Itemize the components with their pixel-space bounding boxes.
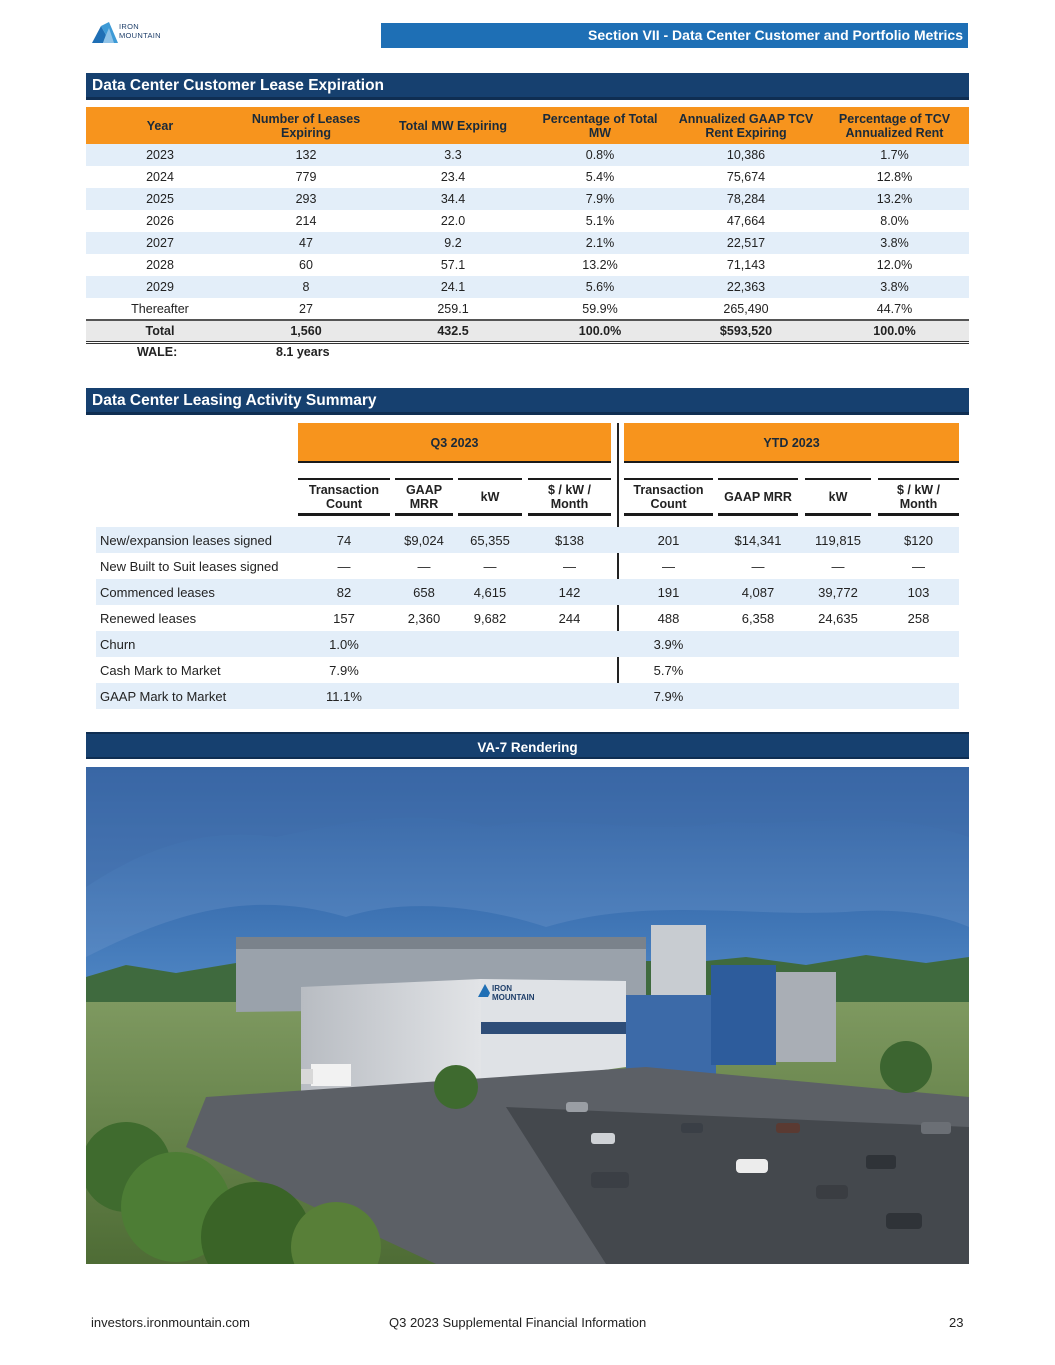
cell: 71,143 xyxy=(726,258,766,272)
q3-cell: 658 xyxy=(413,585,435,600)
footer-website: investors.ironmountain.com xyxy=(91,1315,250,1330)
header-gaap-tcv: Annualized GAAP TCV Rent Expiring xyxy=(672,107,820,144)
cell: 47 xyxy=(234,232,378,254)
building-sign-line-1: IRON xyxy=(492,984,512,993)
cell: 24.1 xyxy=(378,276,528,298)
header-pct-mw: Percentage of Total MW xyxy=(528,107,672,144)
period-header-q3: Q3 2023 xyxy=(298,423,611,463)
cell: 265,490 xyxy=(723,301,769,316)
cell: 5.4% xyxy=(585,170,615,184)
q3-cell: — xyxy=(483,559,497,574)
q3-cell: 11.1% xyxy=(326,689,362,704)
ytd-cell: 119,815 xyxy=(814,533,862,548)
table-row xyxy=(86,144,969,166)
cell: 34.4 xyxy=(378,188,528,210)
cell: 3.8% xyxy=(820,276,969,298)
cell: 2027 xyxy=(86,232,234,254)
row-label: New/expansion leases signed xyxy=(100,533,272,548)
ytd-cell: — xyxy=(831,559,845,574)
table-row xyxy=(96,553,959,579)
cell: 432.5 xyxy=(378,320,528,342)
q3-cell: 4,615 xyxy=(473,585,507,600)
col-head-ytd-rate: $ / kW / Month xyxy=(878,478,959,516)
cell: 22.0 xyxy=(440,214,466,228)
cell: 0.8% xyxy=(528,144,672,166)
ytd-cell: 488 xyxy=(657,611,680,626)
cell: 78,284 xyxy=(672,188,820,210)
q3-cell: — xyxy=(337,559,351,574)
cell: 2023 xyxy=(86,144,234,166)
table-row xyxy=(86,188,969,210)
col-head-ytd-mrr: GAAP MRR xyxy=(718,478,798,516)
ytd-cell: 258 xyxy=(907,611,930,626)
cell: 23.4 xyxy=(440,170,466,184)
ytd-cell: 24,635 xyxy=(818,611,858,626)
cell: 59.9% xyxy=(582,301,618,316)
cell: 214 xyxy=(295,214,317,228)
cell: 1.7% xyxy=(820,144,969,166)
table-row xyxy=(96,579,959,605)
table-row xyxy=(96,605,959,631)
table-row xyxy=(96,631,959,657)
cell: 2029 xyxy=(86,276,234,298)
cell: $593,520 xyxy=(672,320,820,342)
cell: 13.2% xyxy=(820,188,969,210)
cell: 779 xyxy=(295,170,317,184)
q3-cell: — xyxy=(563,559,576,574)
q3-cell: 74 xyxy=(336,533,352,548)
mountain-logo-icon xyxy=(92,22,118,44)
ytd-cell: — xyxy=(912,559,925,574)
cell: 57.1 xyxy=(440,258,466,272)
cell: 259.1 xyxy=(437,301,469,316)
cell: 5.1% xyxy=(585,214,615,228)
cell: 2028 xyxy=(146,258,174,272)
q3-cell: 2,360 xyxy=(407,611,441,626)
ytd-cell: — xyxy=(751,559,765,574)
table-row xyxy=(96,527,959,553)
cell: 2025 xyxy=(86,188,234,210)
col-head-q3-count: Transaction Count xyxy=(298,478,390,516)
q3-cell: $9,024 xyxy=(404,533,444,548)
q3-cell: 9,682 xyxy=(473,611,507,626)
ytd-cell: — xyxy=(662,559,675,574)
cell: 132 xyxy=(234,144,378,166)
row-label: Renewed leases xyxy=(100,611,197,626)
cell: 22,363 xyxy=(672,276,820,298)
q3-cell: — xyxy=(417,559,431,574)
cell: 2026 xyxy=(146,214,174,228)
iron-mountain-logo xyxy=(92,22,192,46)
cell: 12.8% xyxy=(876,170,913,184)
q3-cell: 142 xyxy=(558,585,581,600)
row-label: GAAP Mark to Market xyxy=(100,689,227,704)
cell: 8.0% xyxy=(880,214,909,228)
header-mw-expiring: Total MW Expiring xyxy=(378,107,528,144)
header-pct-tcv: Percentage of TCV Annualized Rent xyxy=(820,107,969,144)
cell: 2024 xyxy=(146,170,174,184)
leasing-activity-title: Data Center Leasing Activity Summary xyxy=(86,388,969,415)
footer-doc-title: Q3 2023 Supplemental Financial Information xyxy=(389,1315,647,1330)
ytd-cell: $120 xyxy=(904,533,933,548)
col-head-ytd-kw: kW xyxy=(805,478,871,516)
col-head-ytd-count: Transaction Count xyxy=(624,478,713,516)
lease-expiration-table xyxy=(86,107,969,344)
ytd-cell: 191 xyxy=(657,585,680,600)
rendering-title: VA-7 Rendering xyxy=(86,732,969,759)
building-sign-line-2: MOUNTAIN xyxy=(492,993,535,1002)
ytd-cell: 4,087 xyxy=(741,585,775,600)
logo-line-2: MOUNTAIN xyxy=(119,31,161,40)
cell: Thereafter xyxy=(131,301,189,316)
cell: 27 xyxy=(299,301,313,316)
ytd-cell: 103 xyxy=(907,585,930,600)
cell: 75,674 xyxy=(726,170,766,184)
q3-cell: $138 xyxy=(555,533,584,548)
cell: 9.2 xyxy=(378,232,528,254)
data-center-rendering xyxy=(86,767,969,1264)
q3-cell: 65,355 xyxy=(470,533,510,548)
footer-page-number: 23 xyxy=(949,1315,964,1330)
cell: 100.0% xyxy=(820,320,969,342)
cell: 44.7% xyxy=(876,301,913,316)
cell: 1,560 xyxy=(234,320,378,342)
table-total-row xyxy=(86,320,969,342)
table-header-row xyxy=(86,107,969,144)
cell: 3.3 xyxy=(378,144,528,166)
period-header-ytd: YTD 2023 xyxy=(624,423,959,463)
table-row xyxy=(96,657,959,683)
va7-rendering-image xyxy=(86,767,969,1264)
row-label: Churn xyxy=(100,637,136,652)
ytd-cell: 39,772 xyxy=(818,585,858,600)
header-leases-expiring: Number of Leases Expiring xyxy=(234,107,378,144)
table-row xyxy=(86,166,969,188)
logo-line-1: IRON xyxy=(119,22,139,31)
table-row xyxy=(86,254,969,276)
cell: 7.9% xyxy=(528,188,672,210)
logo-wordmark xyxy=(119,22,161,40)
ytd-cell: 3.9% xyxy=(653,637,684,652)
q3-cell: 244 xyxy=(558,611,581,626)
cell: 293 xyxy=(234,188,378,210)
cell: 60 xyxy=(299,258,313,272)
cell: Total xyxy=(86,320,234,342)
section-title: Section VII - Data Center Customer and Portfolio Metrics xyxy=(381,23,968,48)
col-head-q3-mrr: GAAP MRR xyxy=(395,478,453,516)
row-label: Commenced leases xyxy=(100,585,215,600)
header-year: Year xyxy=(86,107,234,144)
ytd-cell: 201 xyxy=(657,533,680,548)
row-label: Cash Mark to Market xyxy=(100,663,221,678)
table-row xyxy=(86,298,969,320)
table-row xyxy=(96,683,959,709)
ytd-cell: 7.9% xyxy=(653,689,684,704)
row-label: New Built to Suit leases signed xyxy=(100,559,279,574)
q3-cell: 82 xyxy=(336,585,352,600)
cell: 5.6% xyxy=(528,276,672,298)
wale-value: 8.1 years xyxy=(276,345,330,359)
q3-cell: 7.9% xyxy=(329,663,359,678)
cell: 13.2% xyxy=(582,258,618,272)
cell: 47,664 xyxy=(726,214,766,228)
lease-expiration-title: Data Center Customer Lease Expiration xyxy=(86,73,969,100)
col-head-q3-rate: $ / kW / Month xyxy=(528,478,611,516)
cell: 10,386 xyxy=(672,144,820,166)
cell: 8 xyxy=(234,276,378,298)
wale-label: WALE: xyxy=(137,345,178,359)
cell: 3.8% xyxy=(820,232,969,254)
table-row xyxy=(86,232,969,254)
ytd-cell: $14,341 xyxy=(734,533,782,548)
cell: 12.0% xyxy=(876,258,913,272)
col-head-q3-kw: kW xyxy=(458,478,522,516)
ytd-cell: 6,358 xyxy=(741,611,775,626)
cell: 22,517 xyxy=(672,232,820,254)
q3-cell: 1.0% xyxy=(329,637,359,652)
q3-cell: 157 xyxy=(333,611,355,626)
table-row xyxy=(86,210,969,232)
ytd-cell: 5.7% xyxy=(653,663,684,678)
cell: 2.1% xyxy=(528,232,672,254)
table-row xyxy=(86,276,969,298)
cell: 100.0% xyxy=(528,320,672,342)
